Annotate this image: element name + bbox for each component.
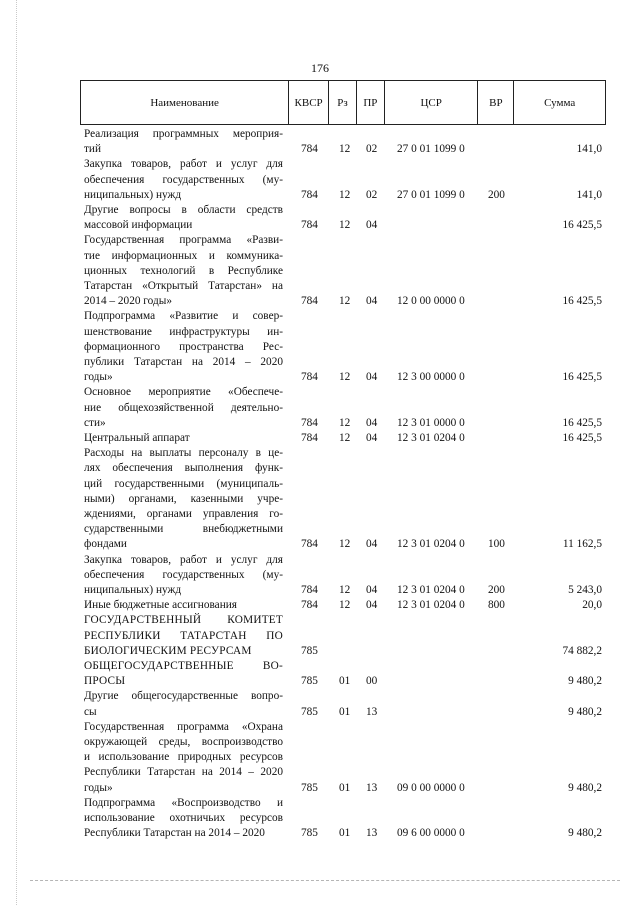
- row-name-line: Основное мероприятие «Обеспече-: [84, 386, 283, 399]
- row-name: [84, 613, 283, 659]
- row-sum: 9 480,2: [568, 675, 602, 688]
- row-name-line: обеспечения государственных (му-: [84, 568, 283, 581]
- bottom-rule: [30, 880, 620, 881]
- row-name-line: массовой информации: [84, 219, 193, 232]
- row-name-line: окружающей среды, воспроизводство: [84, 735, 283, 748]
- table-row: [0, 385, 640, 431]
- row-name-line: РЕСПУБЛИКИ ТАТАРСТАН ПО: [84, 629, 283, 642]
- row-rz: 12: [339, 416, 351, 429]
- row-name-line: ниципальных) нужд: [84, 188, 182, 201]
- row-name-line: тие информационных и коммуника-: [84, 249, 283, 262]
- table-row: [0, 157, 640, 203]
- row-name: [84, 598, 283, 613]
- table-row: [0, 659, 640, 689]
- row-name-line: Другие вопросы в области средств: [84, 203, 283, 216]
- row-name-line: Иные бюджетные ассигнования: [84, 599, 237, 612]
- row-sum: 16 425,5: [562, 219, 602, 232]
- table-row: [0, 203, 640, 233]
- row-rz: 12: [339, 538, 351, 551]
- table-header: [80, 80, 606, 125]
- row-csr: 27 0 01 1099 0: [397, 188, 465, 201]
- row-pr: 04: [366, 583, 378, 596]
- row-name: [84, 127, 283, 157]
- row-name-line: Реализация программных мероприя-: [84, 128, 283, 140]
- row-name-line: Татарстан «Открытый Татарстан» на: [84, 279, 283, 292]
- row-name-line: ными) органами, казенными учре-: [84, 492, 283, 505]
- row-kvsr: 784: [301, 431, 318, 444]
- row-sum: 16 425,5: [562, 371, 602, 384]
- header-pr: ПР: [356, 81, 384, 124]
- row-kvsr: 785: [301, 705, 318, 718]
- row-name-line: и использование природных ресурсов: [84, 751, 283, 764]
- row-name-line: ций государственными (муниципаль-: [84, 477, 283, 490]
- header-csr: ЦСР: [384, 81, 478, 124]
- row-name-line: ОБЩЕГОСУДАРСТВЕННЫЕ ВО-: [84, 659, 283, 672]
- row-name-line: годы»: [84, 371, 113, 384]
- row-csr: 12 0 00 0000 0: [397, 295, 465, 308]
- row-name-line: Государственная программа «Охрана: [84, 720, 283, 733]
- row-rz: 12: [339, 143, 351, 156]
- row-kvsr: 785: [301, 827, 318, 840]
- row-name-line: Закупка товаров, работ и услуг для: [84, 553, 283, 566]
- table-row: [0, 431, 640, 446]
- row-pr: 04: [366, 431, 378, 444]
- row-sum: 9 480,2: [568, 705, 602, 718]
- row-rz: 12: [339, 371, 351, 384]
- row-name-line: БИОЛОГИЧЕСКИМ РЕСУРСАМ: [84, 644, 252, 657]
- table-row: [0, 553, 640, 599]
- row-sum: 74 882,2: [562, 644, 602, 657]
- header-sum: Сумма: [513, 81, 605, 124]
- table-body: [0, 127, 640, 841]
- row-name-line: формационного пространства Рес-: [84, 340, 283, 353]
- row-rz: 01: [339, 705, 351, 718]
- row-name-line: использование охотничьих ресурсов: [84, 811, 283, 824]
- row-sum: 16 425,5: [562, 431, 602, 444]
- row-sum: 141,0: [576, 143, 602, 156]
- row-sum: 9 480,2: [568, 781, 602, 794]
- row-vr: 200: [488, 188, 505, 201]
- row-name-line: 2014 – 2020 годы»: [84, 295, 172, 308]
- row-rz: 12: [339, 599, 351, 612]
- row-pr: 04: [366, 416, 378, 429]
- row-pr: 04: [366, 538, 378, 551]
- row-rz: 12: [339, 219, 351, 232]
- row-name-line: Республики Татарстан на 2014 – 2020: [84, 827, 265, 840]
- header-kvsr: КВСР: [288, 81, 328, 124]
- table-row: [0, 598, 640, 613]
- row-kvsr: 784: [301, 143, 318, 156]
- header-rz: Рз: [328, 81, 356, 124]
- row-name-line: Расходы на выплаты персоналу в це-: [84, 447, 283, 460]
- row-name: [84, 553, 283, 599]
- row-rz: 12: [339, 295, 351, 308]
- row-name-line: ние общехозяйственной деятельно-: [84, 401, 283, 414]
- row-name: [84, 157, 283, 203]
- row-name-line: лях обеспечения выполнения функ-: [84, 462, 283, 475]
- row-rz: 12: [339, 188, 351, 201]
- row-vr: 100: [488, 538, 505, 551]
- row-kvsr: 784: [301, 219, 318, 232]
- row-name-line: фондами: [84, 538, 127, 551]
- row-sum: 9 480,2: [568, 827, 602, 840]
- row-pr: 00: [366, 675, 378, 688]
- row-name: [84, 720, 283, 796]
- row-sum: 16 425,5: [562, 416, 602, 429]
- page-number: 176: [311, 61, 329, 75]
- row-name-line: публики Татарстан на 2014 – 2020: [84, 355, 283, 368]
- row-sum: 141,0: [576, 188, 602, 201]
- row-pr: 02: [366, 143, 378, 156]
- row-rz: 01: [339, 781, 351, 794]
- header-name: Наименование: [150, 96, 219, 109]
- row-kvsr: 784: [301, 416, 318, 429]
- row-pr: 04: [366, 295, 378, 308]
- row-rz: 12: [339, 583, 351, 596]
- row-name-line: Подпрограмма «Развитие и совер-: [84, 310, 283, 323]
- row-name-line: шенствование инфраструктуры ин-: [84, 325, 283, 338]
- row-sum: 20,0: [582, 599, 602, 612]
- row-name-line: сти»: [84, 416, 106, 429]
- row-csr: 12 3 00 0000 0: [397, 371, 465, 384]
- row-name: [84, 309, 283, 385]
- row-name-line: Республики Татарстан на 2014 – 2020: [84, 766, 283, 779]
- row-kvsr: 785: [301, 644, 318, 657]
- row-pr: 04: [366, 599, 378, 612]
- row-csr: 09 0 00 0000 0: [397, 781, 465, 794]
- row-rz: 01: [339, 675, 351, 688]
- table-row: [0, 720, 640, 796]
- row-name-line: Другие общегосударственные вопро-: [84, 690, 283, 703]
- row-name-line: ниципальных) нужд: [84, 583, 182, 596]
- row-pr: 04: [366, 371, 378, 384]
- row-name-line: тий: [84, 143, 102, 156]
- table-row: [0, 233, 640, 309]
- row-kvsr: 784: [301, 371, 318, 384]
- row-kvsr: 785: [301, 781, 318, 794]
- row-csr: 12 3 01 0204 0: [397, 583, 465, 596]
- row-vr: 200: [488, 583, 505, 596]
- row-name-line: сударственными внебюджетными: [84, 523, 283, 536]
- row-csr: 09 6 00 0000 0: [397, 827, 465, 840]
- row-name-line: ПРОСЫ: [84, 675, 126, 688]
- row-name-line: ждениями, органами управления го-: [84, 507, 283, 520]
- row-kvsr: 784: [301, 188, 318, 201]
- row-name-line: Подпрограмма «Воспроизводство и: [84, 796, 283, 809]
- row-sum: 5 243,0: [568, 583, 602, 596]
- row-kvsr: 784: [301, 538, 318, 551]
- row-name: [84, 659, 283, 689]
- row-name-line: годы»: [84, 781, 113, 794]
- table-row: [0, 796, 640, 842]
- row-csr: 12 3 01 0204 0: [397, 599, 465, 612]
- row-pr: 13: [366, 827, 378, 840]
- row-csr: 12 3 01 0204 0: [397, 538, 465, 551]
- row-name: [84, 689, 283, 719]
- table-row: [0, 446, 640, 552]
- row-kvsr: 784: [301, 599, 318, 612]
- row-name-line: ГОСУДАРСТВЕННЫЙ КОМИТЕТ: [84, 614, 283, 627]
- row-name: [84, 203, 283, 233]
- row-pr: 13: [366, 705, 378, 718]
- row-kvsr: 785: [301, 675, 318, 688]
- row-kvsr: 784: [301, 295, 318, 308]
- row-name: [84, 233, 283, 309]
- row-rz: 12: [339, 431, 351, 444]
- row-name-line: сы: [84, 705, 97, 718]
- row-sum: 11 162,5: [562, 538, 602, 551]
- row-name: [84, 431, 283, 446]
- row-name-line: Государственная программа «Разви-: [84, 234, 283, 247]
- row-kvsr: 784: [301, 583, 318, 596]
- table-row: [0, 689, 640, 719]
- table-row: [0, 127, 640, 157]
- row-name-line: ционных технологий в Республике: [84, 264, 283, 277]
- row-name: [84, 796, 283, 842]
- row-vr: 800: [488, 599, 505, 612]
- header-vr: ВР: [477, 81, 513, 124]
- row-name: [84, 385, 283, 431]
- row-csr: 27 0 01 1099 0: [397, 143, 465, 156]
- row-sum: 16 425,5: [562, 295, 602, 308]
- row-name-line: обеспечения государственных (му-: [84, 173, 283, 186]
- table-row: [0, 309, 640, 385]
- row-pr: 04: [366, 219, 378, 232]
- row-name-line: Закупка товаров, работ и услуг для: [84, 158, 283, 171]
- row-csr: 12 3 01 0204 0: [397, 431, 465, 444]
- row-name-line: Центральный аппарат: [84, 431, 190, 444]
- row-csr: 12 3 01 0000 0: [397, 416, 465, 429]
- row-pr: 02: [366, 188, 378, 201]
- row-rz: 01: [339, 827, 351, 840]
- row-name: [84, 446, 283, 552]
- table-row: [0, 613, 640, 659]
- row-pr: 13: [366, 781, 378, 794]
